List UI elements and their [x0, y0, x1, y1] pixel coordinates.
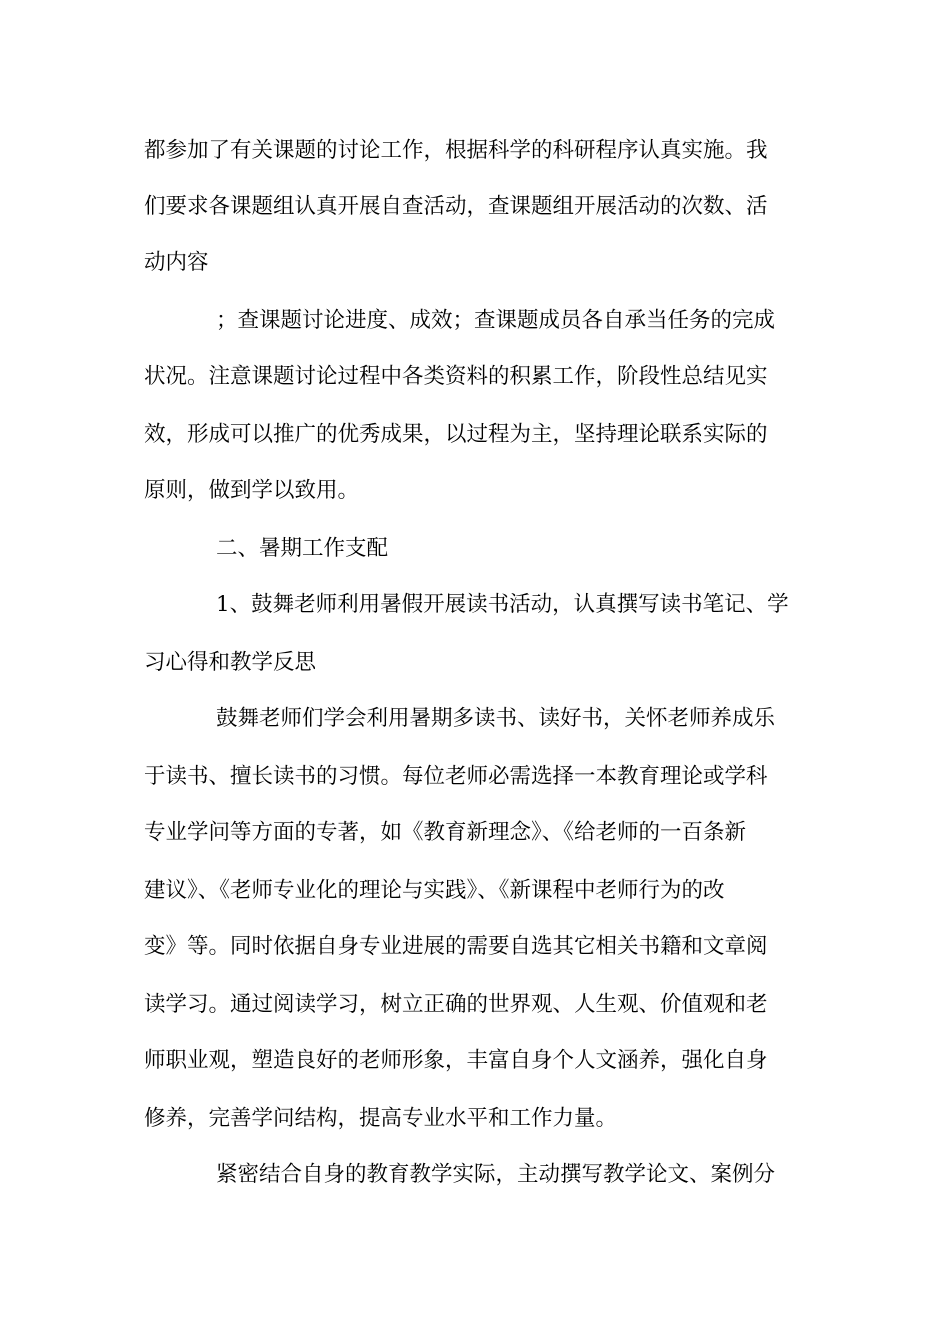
section-heading: 二、暑期工作支配	[216, 536, 389, 561]
text-line: 鼓舞老师们学会利用暑期多读书、读好书，关怀老师养成乐	[216, 706, 776, 731]
text-line: 效，形成可以推广的优秀成果，以过程为主，坚持理论联系实际的	[144, 422, 768, 447]
text-line: 们要求各课题组认真开展自查活动，查课题组开展活动的次数、活	[144, 194, 768, 219]
text-line: 紧密结合自身的教育教学实际，主动撰写教学论文、案例分	[216, 1162, 776, 1187]
text-line: 师职业观，塑造良好的老师形象，丰富自身个人文涵养，强化自身	[144, 1048, 768, 1073]
text-line: 变》等。同时依据自身专业进展的需要自选其它相关书籍和文章阅	[144, 934, 768, 959]
text-line: ；查课题讨论进度、成效；查课题成员各自承当任务的完成	[216, 308, 776, 333]
text-line: 专业学问等方面的专著，如《教育新理念》、《给老师的一百条新	[144, 820, 747, 845]
text-line: 原则，做到学以致用。	[144, 478, 360, 503]
text-line: 都参加了有关课题的讨论工作，根据科学的科研程序认真实施。我	[144, 138, 768, 163]
text-line: 状况。注意课题讨论过程中各类资料的积累工作，阶段性总结见实	[144, 364, 768, 389]
text-line: 修养，完善学问结构，提高专业水平和工作力量。	[144, 1106, 618, 1131]
text-line: 1、鼓舞老师利用暑假开展读书活动，认真撰写读书笔记、学	[216, 592, 789, 617]
text-line: 于读书、擅长读书的习惯。每位老师必需选择一本教育理论或学科	[144, 764, 768, 789]
text-line: 习心得和教学反思	[144, 650, 317, 675]
text-line: 建议》、《老师专业化的理论与实践》、《新课程中老师行为的改	[144, 878, 725, 903]
text-line: 动内容	[144, 250, 209, 275]
text-line: 读学习。通过阅读学习，树立正确的世界观、人生观、价值观和老	[144, 992, 768, 1017]
